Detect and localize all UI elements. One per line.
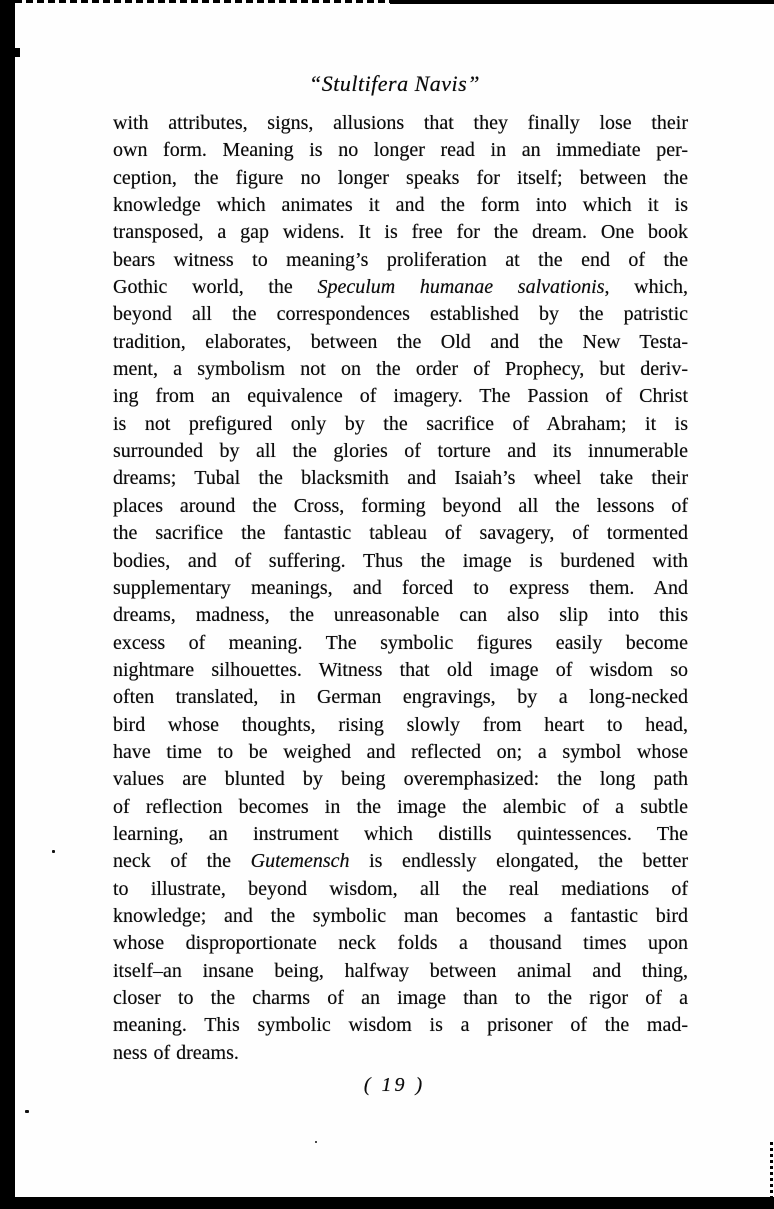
scan-edge-left [0, 0, 15, 1209]
text-segment: beyond all the correspondences established by the patristic [113, 303, 688, 326]
scan-edge-right-dots [770, 1142, 773, 1197]
text-line [113, 739, 688, 766]
text-segment: knowledge; and the symbolic man becomes a fantastic bird [113, 904, 688, 927]
text-segment: own form. Meaning is no longer read in an immediate per- [113, 139, 688, 162]
text-segment: learning, an instrument which distills quintessences. The [113, 822, 688, 845]
text-line [113, 958, 688, 985]
text-segment: supplementary meanings, and forced to express them. And [113, 576, 688, 599]
text-segment: with attributes, signs, allusions that they finally lose their [113, 112, 688, 134]
italic-text-segment: Gutemensch [250, 850, 350, 873]
text-line [113, 712, 688, 739]
text-line [113, 274, 688, 301]
text-line [113, 630, 688, 657]
scan-edge-bottom [0, 1197, 774, 1209]
text-line [113, 301, 688, 328]
text-segment: to illustrate, beyond wisdom, all the real mediations of [113, 877, 688, 900]
text-line [113, 575, 688, 602]
text-segment: itself–an insane being, halfway between animal and thing, [113, 959, 688, 982]
text-segment: is not prefigured only by the sacrifice of Abraham; it is [113, 412, 688, 435]
text-line [113, 985, 688, 1012]
text-line [113, 520, 688, 547]
text-line [113, 247, 688, 274]
text-line [113, 411, 688, 438]
text-segment: have time to be weighed and reflected on; a symbol whose [113, 740, 688, 763]
text-segment: meaning. This symbolic wisdom is a prisoner of the mad- [113, 1014, 688, 1037]
text-segment: of reflection becomes in the image the alembic of a subtle [113, 795, 688, 818]
text-segment: tradition, elaborates, between the Old and the New Testa- [113, 330, 688, 353]
text-line [113, 903, 688, 930]
text-segment: values are blunted by being overemphasized: the long path [113, 768, 688, 791]
text-line [113, 657, 688, 684]
text-segment: places around the Cross, forming beyond all the lessons of [113, 494, 688, 517]
text-line [113, 137, 688, 164]
scan-artifact-dot [315, 1141, 317, 1143]
scan-artifact-dot [52, 850, 55, 853]
text-segment: ness of dreams. [113, 1041, 239, 1064]
text-line [113, 794, 688, 821]
scan-notch [15, 48, 20, 57]
text-line [113, 329, 688, 356]
scan-edge-top-dashed [15, 0, 390, 3]
text-segment: the sacrifice the fantastic tableau of savagery, of tormented [113, 522, 688, 545]
text-line [113, 1040, 688, 1067]
text-line [113, 383, 688, 410]
page-number: ( 19 ) [363, 1074, 426, 1096]
text-line [113, 876, 688, 903]
text-line [113, 219, 688, 246]
text-line [113, 821, 688, 848]
text-segment: often translated, in German engravings, by a long-necked [113, 686, 688, 709]
running-header: “Stultifera Navis” [309, 71, 480, 96]
text-segment: whose disproportionate neck folds a thousand times upon [113, 932, 688, 955]
text-line [113, 110, 688, 137]
text-segment: Gothic world, the [113, 276, 318, 299]
text-line [113, 192, 688, 219]
text-line [113, 548, 688, 575]
text-segment: transposed, a gap widens. It is free for the dream. One book [113, 221, 688, 244]
text-segment: bird whose thoughts, rising slowly from heart to head, [113, 713, 688, 736]
text-segment: knowledge which animates it and the form into which it is [113, 194, 688, 217]
page-body-text [113, 110, 688, 1067]
text-segment: dreams, madness, the unreasonable can also slip into this [113, 604, 688, 627]
text-segment: dreams; Tubal the blacksmith and Isaiah’s wheel take their [113, 467, 688, 490]
italic-text-segment: Speculum humanae salvationis [317, 276, 605, 299]
text-line [113, 1012, 688, 1039]
text-segment: is endlessly elongated, the better [349, 850, 688, 873]
text-segment: neck of the [113, 850, 251, 873]
text-line [113, 493, 688, 520]
text-segment: bears witness to meaning’s proliferation at the end of the [113, 248, 688, 271]
text-line [113, 465, 688, 492]
text-segment: ception, the figure no longer speaks for itself; between the [113, 166, 688, 189]
text-segment: ing from an equivalence of imagery. The Passion of Christ [113, 385, 688, 408]
text-line [113, 930, 688, 957]
text-line [113, 438, 688, 465]
text-line [113, 848, 688, 875]
text-segment: surrounded by all the glories of torture and its innumerable [113, 440, 688, 463]
text-line [113, 684, 688, 711]
scan-artifact-dot [25, 1110, 29, 1113]
text-line [113, 602, 688, 629]
text-segment: bodies, and of suffering. Thus the image is burdened with [113, 549, 688, 572]
text-line [113, 356, 688, 383]
text-segment: ment, a symbolism not on the order of Prophecy, but deriv- [113, 358, 688, 381]
text-segment: nightmare silhouettes. Witness that old image of wisdom so [113, 658, 688, 681]
text-line [113, 766, 688, 793]
text-segment: , which, [604, 276, 688, 299]
text-line [113, 165, 688, 192]
text-segment: closer to the charms of an image than to the rigor of a [113, 987, 688, 1009]
scan-edge-top-solid [390, 0, 774, 4]
text-segment: excess of meaning. The symbolic figures easily become [113, 631, 688, 654]
